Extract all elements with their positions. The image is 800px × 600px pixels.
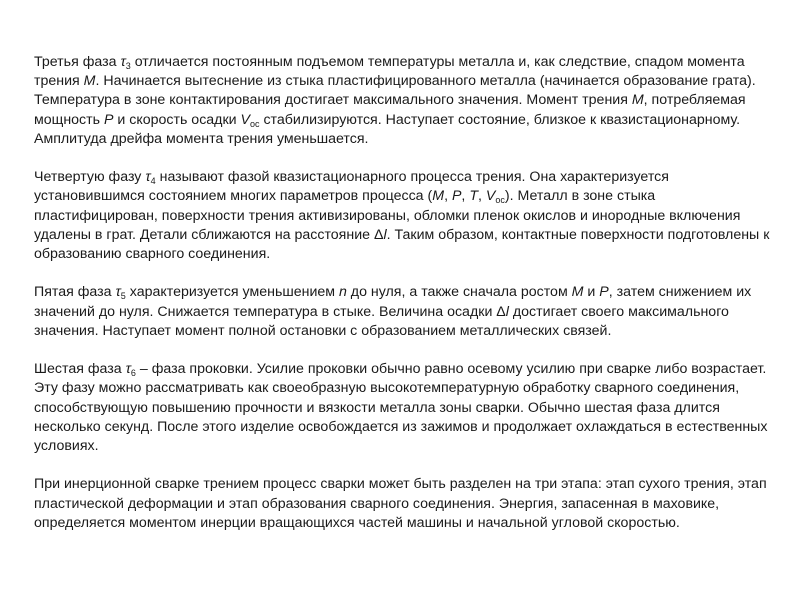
math-symbol: M: [631, 92, 644, 109]
phase-5-paragraph: [34, 283, 774, 341]
math-symbol: P: [103, 111, 114, 128]
text-run: – фаза проковки. Усилие проковки обычно равно осевому усилию при сварке либо возрастает. Эту фазу можно рассматривать как своеобразную высокотемпературную обработку сварного соединения, способствующую повышению прочности и вязкости металла зоны сварки. Обычно шестая фаза длится несколько секунд. После этого изделие освобождается из зажимов и продолжает охлаждаться в естественных условиях.: [34, 361, 768, 455]
math-symbol: M: [432, 188, 445, 205]
subscript: ос: [495, 195, 505, 206]
text-run: , потребляемая мощность: [34, 92, 746, 128]
subscript: 6: [130, 368, 136, 379]
text-run: называют фазой квазистационарного процесса трения. Она характеризуется установившимся состоянием многих параметров процесса (: [34, 169, 669, 205]
subscript: 5: [120, 291, 126, 302]
text-run: . Таким образом, контактные поверхности подготовлены к образованию сварного соединения.: [34, 226, 770, 263]
text-run: Пятая фаза: [34, 284, 116, 301]
text-run: , затем снижением их значений до нуля. Снижается температура в стыке. Величина осадки Δ: [34, 284, 752, 320]
math-symbol: P: [451, 188, 462, 205]
inertia-welding-paragraph: [34, 475, 774, 533]
math-symbol: τ: [120, 54, 126, 70]
math-symbol: V: [485, 188, 496, 205]
phase-6-paragraph: [34, 360, 774, 456]
phase-3-paragraph: [34, 53, 774, 149]
text-run: Третья фаза: [34, 54, 121, 70]
subscript: 3: [125, 61, 131, 71]
text-run: и скорость осадки: [113, 111, 241, 128]
text-run: стабилизируются. Наступает состояние, близкое к квазистационарному. Амплитуда дрейфа момента трения уменьшается.: [34, 111, 741, 147]
math-symbol: τ: [145, 169, 151, 186]
text-run: ,: [477, 188, 486, 205]
text-run: Шестая фаза: [34, 361, 126, 378]
text-run: ). Металл в зоне стыка пластифицирован, поверхности трения активизированы, обломки пленок окислов и инородные включения удалены в грат. Детали сближаются на расстояние Δ: [34, 188, 741, 243]
text-run: отличается постоянным подъемом температуры металла и, как следствие, спадом момента трения: [34, 54, 745, 90]
text-run: Четвертую фазу: [34, 169, 146, 186]
math-symbol: l: [505, 303, 509, 320]
text-run: ,: [461, 188, 470, 205]
math-symbol: V: [240, 111, 250, 128]
math-symbol: τ: [115, 284, 121, 301]
document-body: [34, 53, 774, 552]
math-symbol: l: [383, 226, 387, 243]
phase-4-paragraph: [34, 168, 774, 264]
math-symbol: n: [338, 284, 347, 301]
math-symbol: M: [83, 73, 96, 90]
text-run: до нуля, а также сначала ростом: [346, 284, 572, 301]
math-symbol: T: [469, 188, 478, 205]
math-symbol: M: [571, 284, 584, 301]
text-run: При инерционной сварке трением процесс сварки может быть разделен на три этапа: этап сухого трения, этап пластической деформации и этап образования сварного соединения. Энергия, запасенная в маховике, определяется моментом инерции вращающихся частей машины и начальной угловой скоростью.: [34, 476, 767, 531]
text-run: и: [583, 284, 600, 301]
text-run: характеризуется уменьшением: [125, 284, 339, 301]
text-run: ,: [444, 188, 452, 205]
text-run: . Начинается вытеснение из стыка пластифицированного металла (начинается образование грата). Температура в зоне контактирования достигает максимального значения. Момент трения: [34, 73, 756, 109]
subscript: ос: [250, 118, 260, 129]
text-run: достигает своего максимального значения. Наступает момент полной остановки с образованием металлических связей.: [34, 303, 729, 339]
math-symbol: τ: [125, 361, 131, 378]
subscript: 4: [150, 176, 156, 187]
math-symbol: P: [599, 284, 609, 301]
